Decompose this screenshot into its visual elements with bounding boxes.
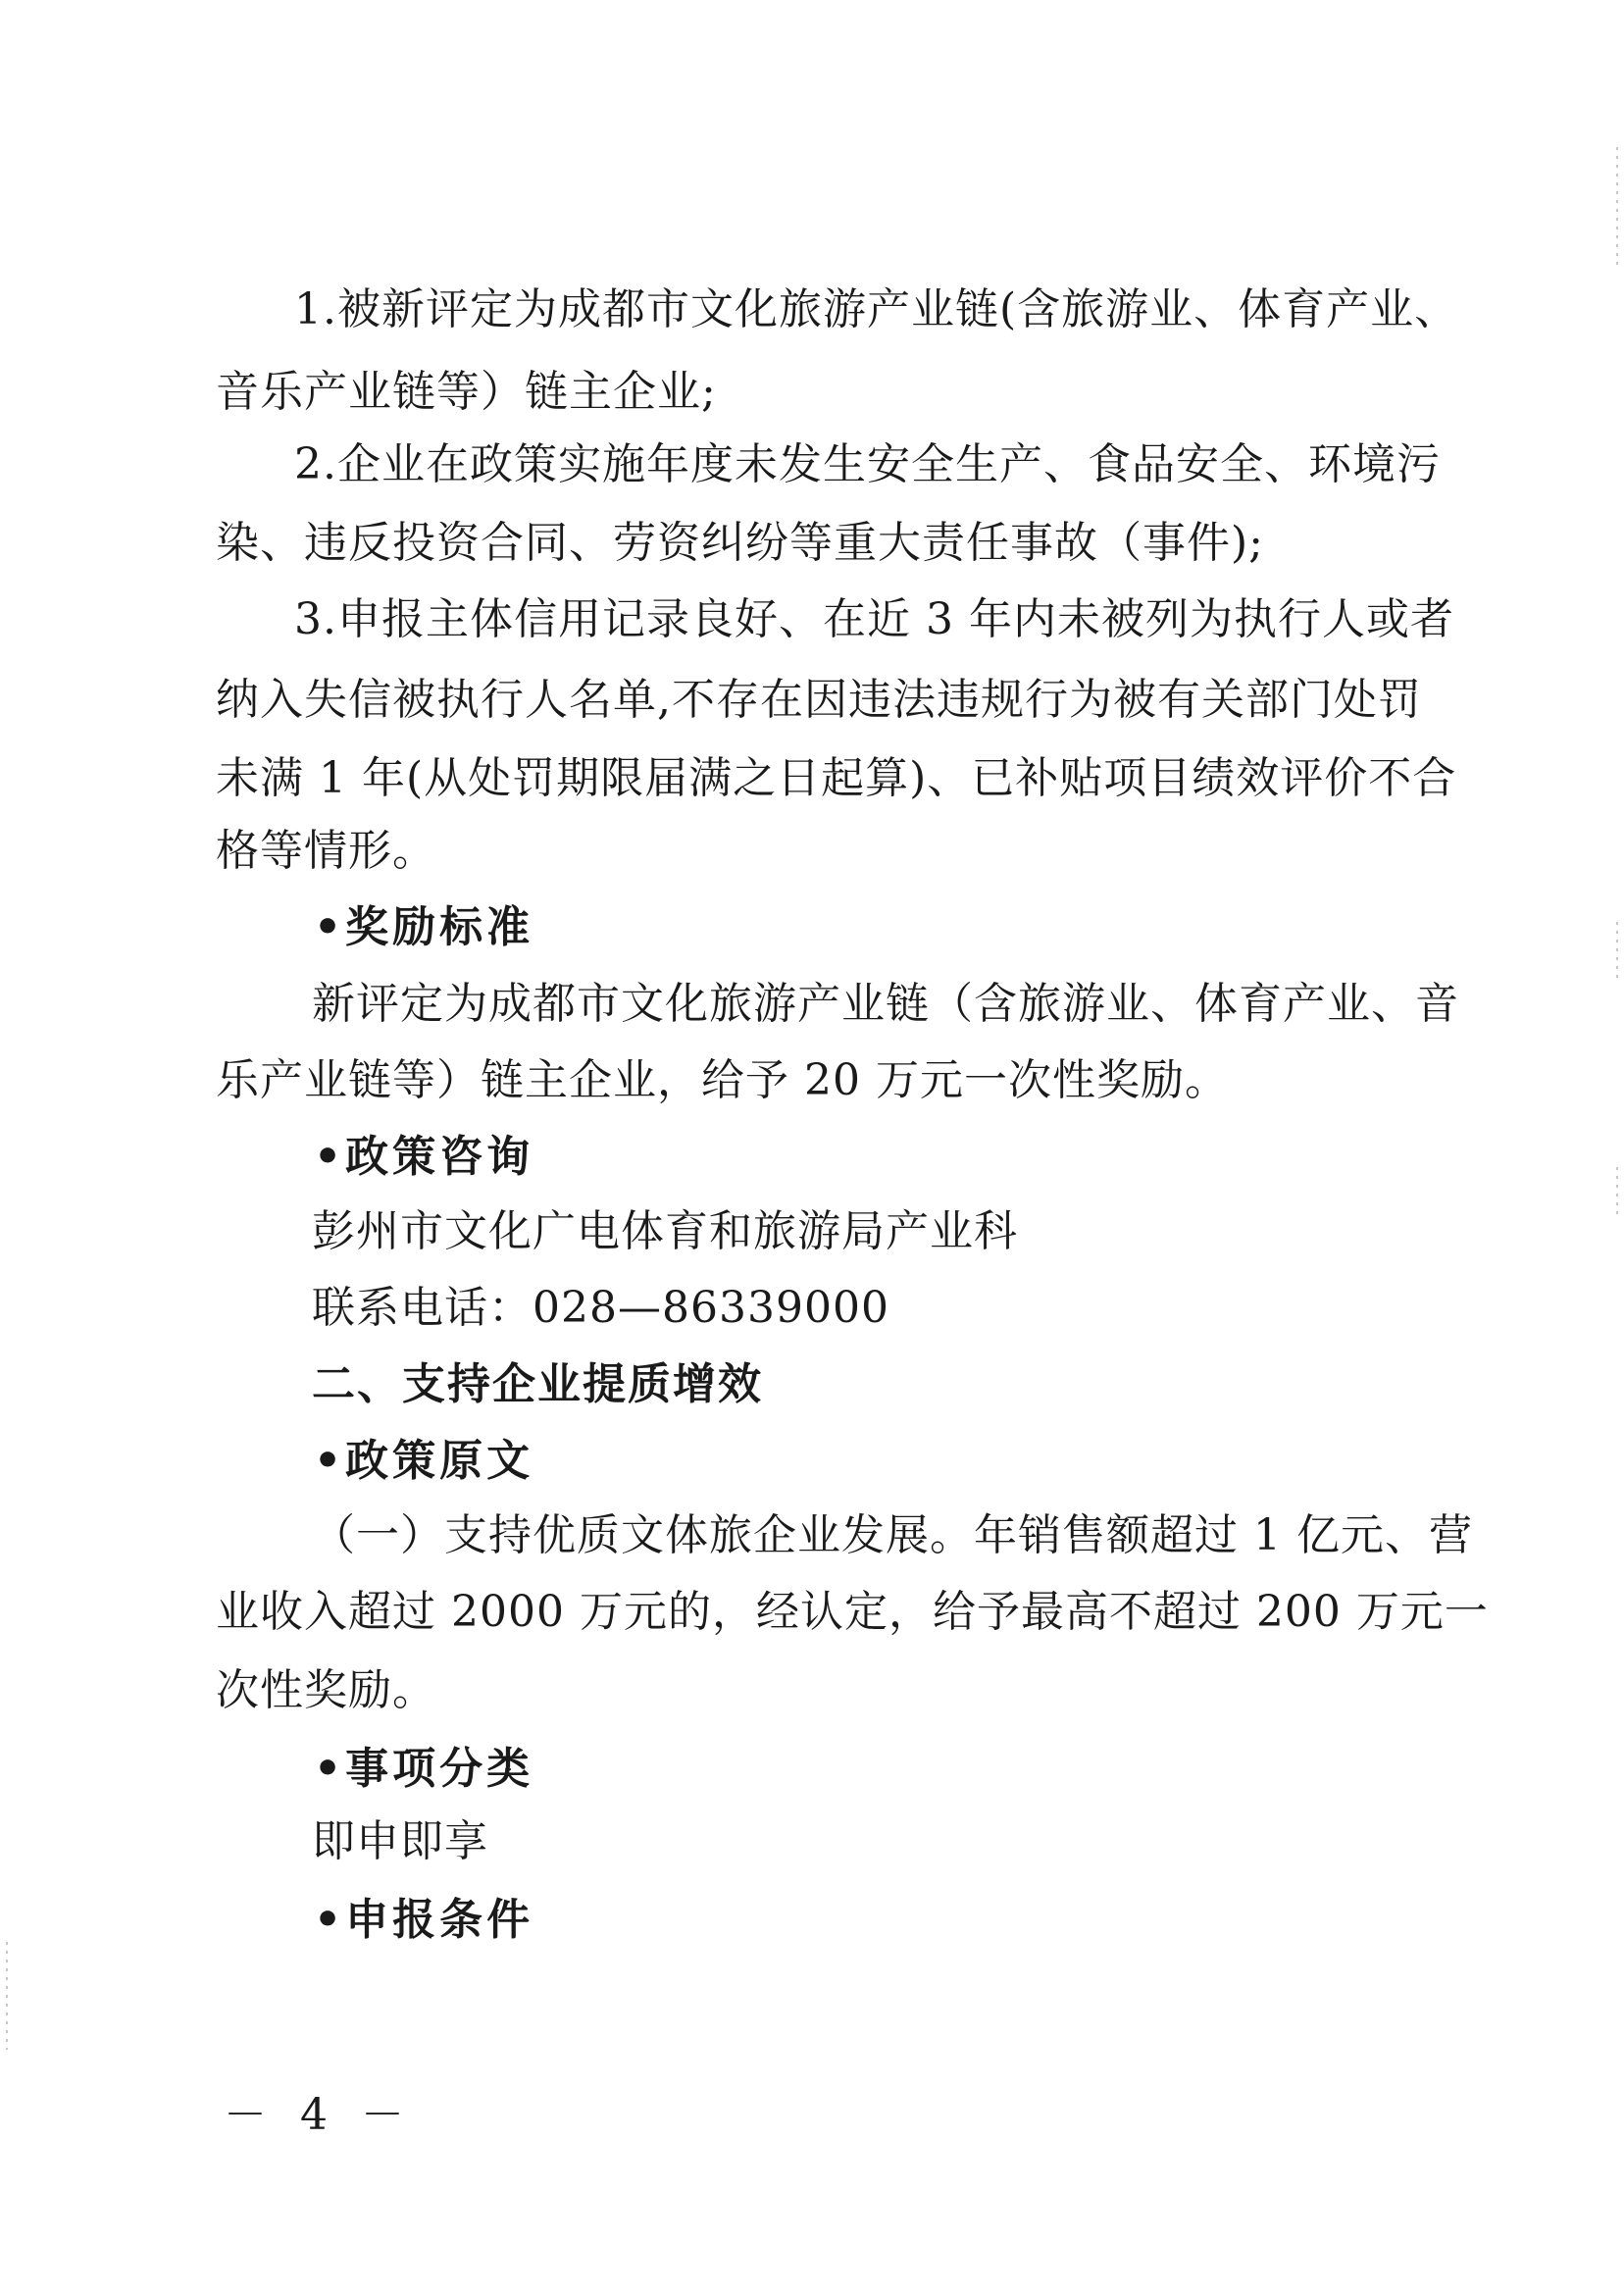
subsection-heading: •政策原文 xyxy=(314,1436,534,1486)
text-line: 次性奖励。 xyxy=(216,1665,436,1715)
subsection-heading: •政策咨询 xyxy=(314,1132,534,1182)
subsection-heading: •申报条件 xyxy=(314,1895,534,1945)
text-line: 染、违反投资合同、劳资纠纷等重大责任事故（事件); xyxy=(216,518,1264,568)
text-line: 格等情形。 xyxy=(216,826,436,876)
text-line: 未满 1 年(从处罚期限届满之日起算)、已补贴项目绩效评价不合 xyxy=(216,753,1457,803)
text-line: 3.申报主体信用记录良好、在近 3 年内未被列为执行人或者 xyxy=(294,594,1454,644)
subsection-heading: •奖励标准 xyxy=(314,902,534,952)
text-line: 纳入失信被执行人名单,不存在因违法违规行为被有关部门处罚 xyxy=(216,675,1422,725)
subsection-heading: •事项分类 xyxy=(314,1744,534,1794)
section-heading: 二、支持企业提质增效 xyxy=(312,1359,763,1409)
text-line: 乐产业链等）链主企业，给予 20 万元一次性奖励。 xyxy=(216,1055,1229,1105)
text-line: （一）支持优质文体旅企业发展。年销售额超过 1 亿元、营 xyxy=(312,1510,1473,1560)
text-line: 新评定为成都市文化旅游产业链（含旅游业、体育产业、音 xyxy=(312,979,1459,1029)
text-line: 联系电话：028—86339000 xyxy=(312,1283,889,1333)
text-line: 业收入超过 2000 万元的，经认定，给予最高不超过 200 万元一 xyxy=(216,1587,1489,1637)
scan-artifact-mid2 xyxy=(1616,1167,1618,1216)
text-line: 2.企业在政策实施年度未发生安全生产、食品安全、环境污 xyxy=(294,439,1441,489)
text-line: 即申即享 xyxy=(312,1816,488,1866)
text-line: 音乐产业链等）链主企业; xyxy=(216,367,717,417)
scan-artifact-left xyxy=(6,1942,8,2050)
text-line: 彭州市文化广电体育和旅游局产业科 xyxy=(312,1206,1018,1256)
text-line: 1.被新评定为成都市文化旅游产业链(含旅游业、体育产业、 xyxy=(294,284,1459,334)
scan-artifact-mid xyxy=(1616,922,1618,981)
page-number: － 4 － xyxy=(224,2090,414,2140)
scan-artifact-top xyxy=(1616,147,1618,265)
